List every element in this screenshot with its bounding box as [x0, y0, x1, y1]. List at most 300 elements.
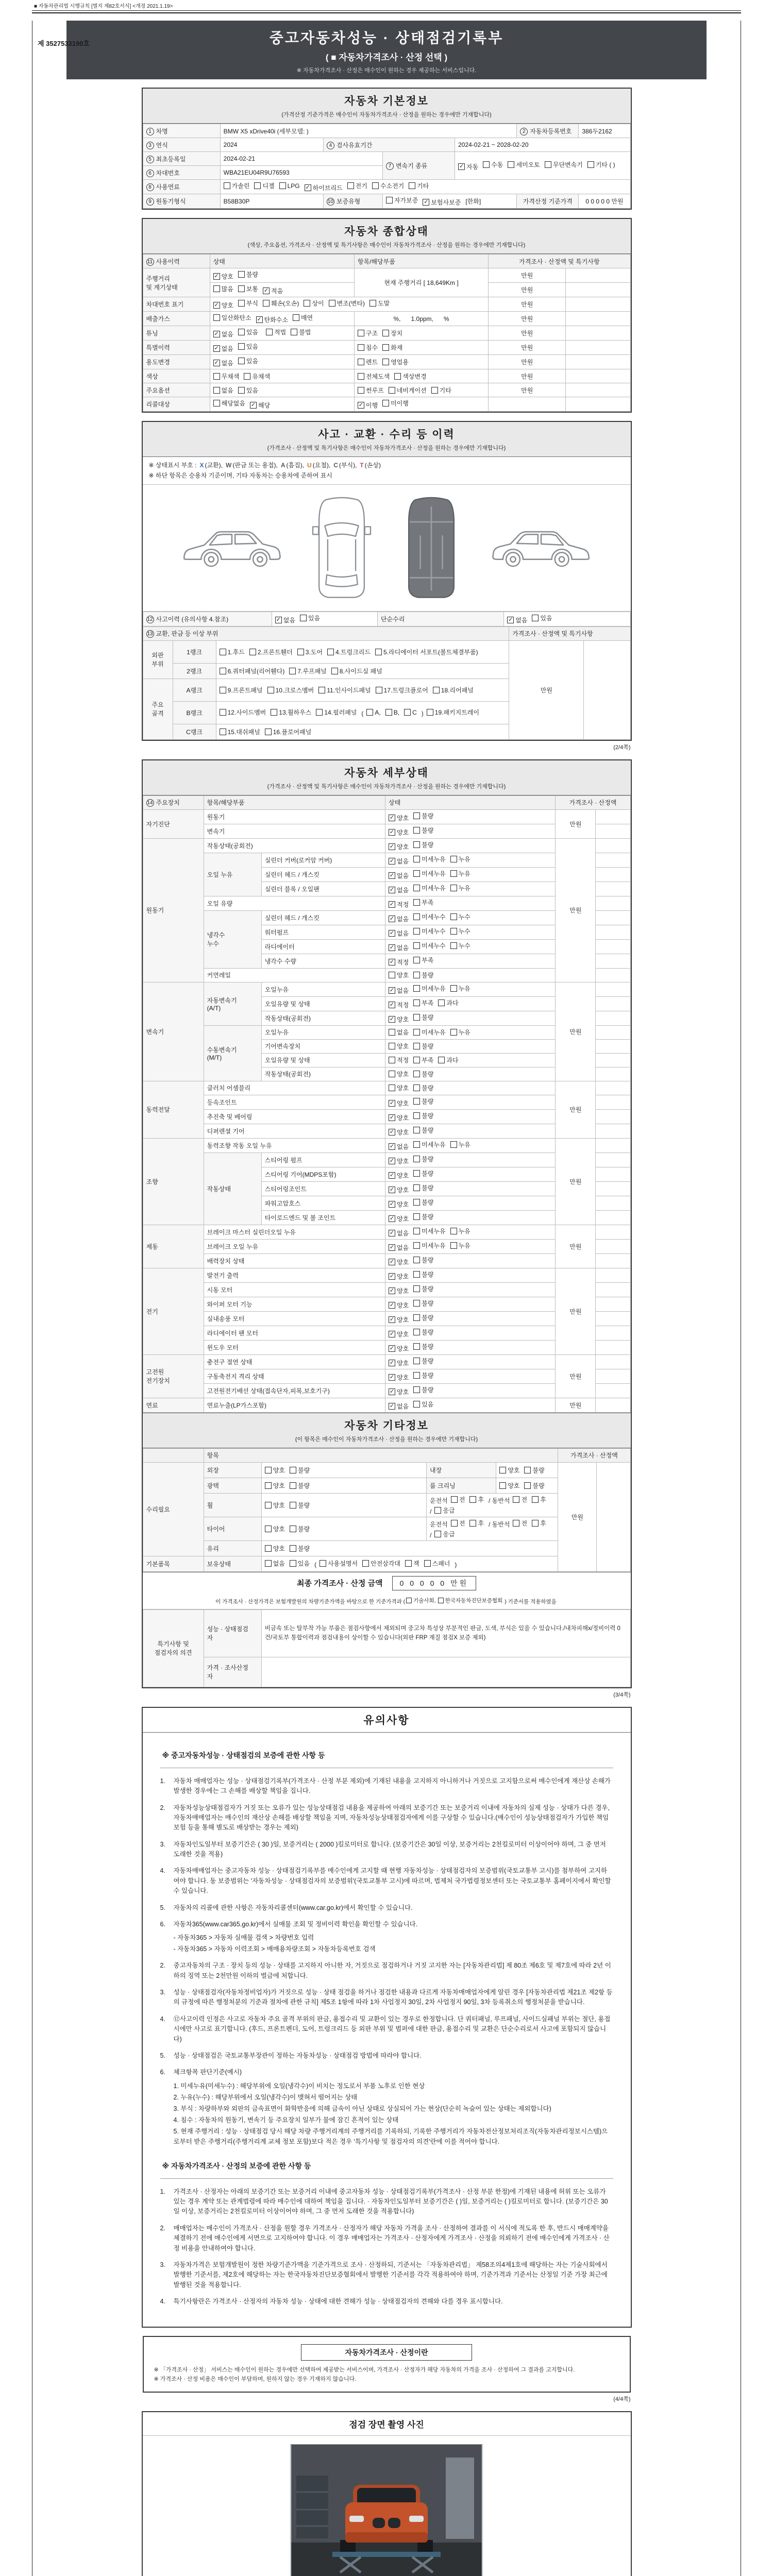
remark-cell: [596, 1039, 630, 1053]
checkbox-불량[interactable]: 불량: [290, 1524, 310, 1533]
checkbox-적정[interactable]: ✓ 적정: [389, 958, 409, 966]
empty-box-icon: [389, 1057, 395, 1063]
symbol-w: W: [225, 462, 232, 469]
empty-box-icon: [316, 709, 323, 716]
empty-box-icon: [413, 841, 420, 848]
exterior-options: [261, 1462, 426, 1478]
checkbox-불량[interactable]: 불량: [413, 1155, 433, 1163]
checkbox-불량[interactable]: 불량: [413, 1313, 433, 1322]
checkbox-불량[interactable]: 불량: [413, 1042, 433, 1050]
checkbox-양호[interactable]: ✓ 양호: [389, 1273, 409, 1280]
checkbox-불량[interactable]: 불량: [290, 1544, 310, 1553]
checkbox-없음[interactable]: 없음: [389, 1028, 409, 1037]
table-row: [143, 341, 630, 355]
checked-box-icon: ✓: [257, 316, 262, 323]
checkbox-누유[interactable]: 누유: [450, 1241, 470, 1250]
checkbox-양호[interactable]: ✓ 양호: [389, 1215, 409, 1223]
empty-box-icon: [413, 1228, 420, 1234]
col-part: 항목/해당부품: [204, 795, 385, 809]
checkbox-양호[interactable]: 양호: [265, 1544, 285, 1553]
checkbox-불량[interactable]: 불량: [413, 1198, 433, 1207]
checkbox-있음[interactable]: 있음: [532, 614, 552, 622]
checkbox-훼손(오손)[interactable]: 훼손(오손): [263, 299, 299, 308]
checkbox-무채색[interactable]: 무채색: [213, 372, 240, 381]
notice-body: [143, 1733, 631, 2327]
checkbox-10.크로스멤버[interactable]: 10.크로스멤버: [267, 686, 314, 694]
device-steering: 조향: [143, 1138, 204, 1225]
checkbox-양호[interactable]: 양호: [389, 1083, 409, 1092]
checkbox-적음[interactable]: ✓ 적음: [263, 287, 283, 295]
checkbox-있음[interactable]: 있음: [238, 342, 258, 351]
checkbox-불량[interactable]: 불량: [413, 1342, 433, 1351]
checkbox-불량[interactable]: 불량: [413, 1083, 433, 1092]
checkbox-없음[interactable]: ✓ 없음: [389, 987, 409, 994]
checkbox-부식[interactable]: 부식: [238, 299, 258, 308]
checkbox-적정[interactable]: ✓ 적정: [389, 1001, 409, 1009]
notice-item: 2. 매매업자는 매수인이 가격조사 · 산정을 원할 경우 가격조사 · 산정자가 해당 자동차 가격을 조사 · 산정하여 결과를 이 서식에 적도록 한 후, 반드시 매매계약을 체결하기 전에 매수인에게 서면으로 고지하여야 합니다. 이 경우 매매업자는 가격조사 · 산정자에게 가격조사 · 산정을 의뢰하기 전에 매수인에게 가격조사 · 산정 비용을 안내하여야 합니다.: [160, 2224, 610, 2252]
empty-box-icon: [394, 373, 401, 380]
checkbox-불법[interactable]: 불법: [291, 328, 311, 336]
checked-box-icon: ✓: [389, 901, 395, 907]
checkbox-19.패키지트레이[interactable]: 19.패키지트레이: [427, 708, 479, 717]
notice-title: 유의사항: [363, 1714, 410, 1726]
checkbox-불량[interactable]: 불량: [290, 1501, 310, 1510]
rankC-label: C랭크: [173, 724, 216, 739]
sub-at: 자동변속기 (A/T): [204, 982, 261, 1025]
checkbox-전기[interactable]: 전기: [347, 181, 367, 190]
checkbox-누수[interactable]: 누수: [450, 927, 470, 936]
checkbox-불량[interactable]: 불량: [413, 1371, 433, 1380]
checkbox-누수[interactable]: 누수: [450, 941, 470, 950]
price-cell: 만원: [556, 838, 596, 982]
table-row: [143, 1268, 630, 1282]
circle-num-icon: 12: [147, 616, 153, 622]
checkbox-미세누수[interactable]: 미세누수: [413, 912, 445, 921]
checkbox-11.인사이드패널[interactable]: 11.인사이드패널: [318, 686, 371, 694]
checkbox-15.대쉬패널[interactable]: 15.대쉬패널: [220, 727, 260, 736]
checkbox-부족[interactable]: 부족: [413, 956, 433, 964]
checkbox-불량[interactable]: 불량: [413, 1270, 433, 1279]
main-option-label: 주요옵션: [143, 383, 210, 397]
checkbox-과다[interactable]: 과다: [438, 998, 458, 1007]
notice-item: 3. 성능 · 상태점검자(자동차정비업자)가 거짓으로 성능 · 상태 점검을 하거나 점검한 내용과 다르게 자동차매매업자에게 알린 경우 [자동차관리법 제21조 제2항 등의 규정에 따른 행정처분의 기준과 절차에 관한 규칙] 제5조 1항에 따라 1차 사업정지 30일, 2차 사업정지 90일, 3차 등록취소의 행정처분을 받습니다.: [160, 1989, 613, 2006]
checkbox-미세누유[interactable]: 미세누유: [413, 1028, 445, 1037]
checkbox-미세누수[interactable]: 미세누수: [413, 927, 445, 936]
checkbox-양호[interactable]: ✓ 양호: [389, 814, 409, 822]
checkbox-불량[interactable]: 불량: [413, 1212, 433, 1221]
checked-box-icon: ✓: [389, 1200, 395, 1207]
checkbox-양호[interactable]: ✓ 양호: [389, 1345, 409, 1352]
checkbox-불량[interactable]: 불량: [413, 1284, 433, 1293]
checkbox-있음[interactable]: 있음: [300, 614, 320, 622]
checkbox-이행[interactable]: ✓ 이행: [358, 402, 378, 409]
checkbox-양호[interactable]: ✓ 양호: [389, 828, 409, 836]
section-accident-history: [142, 421, 632, 741]
state-options: [385, 939, 555, 954]
checkbox-없음[interactable]: ✓ 없음: [276, 616, 295, 624]
checkbox-불량[interactable]: 불량: [413, 1111, 433, 1120]
pricing-info-box: [143, 2336, 631, 2392]
checkbox-양호[interactable]: ✓ 양호: [389, 1258, 409, 1266]
notice-header: [143, 1708, 631, 1733]
checkbox-B,[interactable]: B,: [385, 709, 399, 716]
table-row: [143, 383, 630, 397]
etc-remark-cell: [597, 1462, 630, 1571]
tire-options: [261, 1517, 426, 1540]
checkbox-없음[interactable]: ✓ 없음: [389, 915, 409, 923]
checkbox-후[interactable]: 후: [469, 1495, 484, 1504]
checkbox-보험사보증[interactable]: ✓ 보험사보증: [424, 199, 461, 206]
checkbox-영업용[interactable]: 영업용: [382, 358, 409, 366]
price-cell: 만원: [489, 341, 566, 355]
state-options: [385, 853, 555, 867]
checkbox-12.사이드멤버[interactable]: 12.사이드멤버: [220, 708, 266, 717]
checkbox-미세누수[interactable]: 미세누수: [413, 941, 445, 950]
remark-cell: [566, 341, 630, 355]
checkbox-수소전기[interactable]: 수소전기: [372, 181, 404, 190]
checkbox-미세누유[interactable]: 미세누유: [413, 869, 445, 878]
checkbox-불량[interactable]: 불량: [413, 1357, 433, 1365]
checkbox-없음[interactable]: ✓ 없음: [214, 331, 233, 338]
remark-cell: [566, 383, 630, 397]
checkbox-매연[interactable]: 매연: [293, 313, 313, 322]
checkbox-14.필러패널[interactable]: 14.필러패널: [316, 708, 357, 717]
checkbox-화재[interactable]: 화재: [382, 343, 402, 352]
checkbox-보통[interactable]: 보통: [238, 284, 258, 293]
checkbox-있음[interactable]: 있음: [238, 386, 258, 395]
checkbox-양호[interactable]: ✓ 양호: [389, 1287, 409, 1295]
checkbox-전[interactable]: 전: [513, 1495, 527, 1504]
empty-box-icon: [450, 928, 457, 935]
checkbox-불량[interactable]: 불량: [413, 1126, 433, 1134]
checkbox-없음[interactable]: ✓ 없음: [389, 1143, 409, 1150]
remark-cell: [566, 312, 630, 326]
checkbox-하이브리드[interactable]: ✓ 하이브리드: [305, 184, 343, 192]
checkbox-누유[interactable]: 누유: [450, 1227, 470, 1235]
checkbox-전[interactable]: 전: [451, 1519, 465, 1528]
checkbox-양호[interactable]: 양호: [389, 1042, 409, 1050]
checkbox-불량[interactable]: 불량: [238, 270, 258, 279]
checkbox-양호[interactable]: ✓ 양호: [389, 1301, 409, 1309]
empty-box-icon: [413, 1199, 420, 1206]
checkbox-장치[interactable]: 장치: [382, 329, 402, 337]
checkbox-불량[interactable]: 불량: [413, 826, 433, 835]
checked-box-icon: ✓: [389, 1359, 395, 1366]
checkbox-디젤[interactable]: 디젤: [254, 181, 274, 190]
checkbox-양호[interactable]: ✓ 양호: [389, 1157, 409, 1165]
price-cell: 만원: [556, 1398, 596, 1412]
checkbox-사용설명서[interactable]: 사용설명서: [320, 1559, 358, 1568]
checkbox-미이행[interactable]: 미이행: [382, 399, 409, 408]
checkbox-양호[interactable]: ✓ 양호: [389, 1114, 409, 1122]
table-row: [143, 1354, 630, 1369]
state-options: [385, 1167, 555, 1181]
checkbox-불량[interactable]: 불량: [413, 1169, 433, 1178]
empty-box-icon: [413, 1285, 420, 1292]
checkbox-양호[interactable]: ✓ 양호: [214, 302, 233, 309]
checkbox-안전삼각대[interactable]: 안전삼각대: [362, 1559, 400, 1568]
price-cell: 만원: [489, 383, 566, 397]
checkbox-후[interactable]: 후: [469, 1519, 484, 1528]
checkbox-양호[interactable]: ✓ 양호: [389, 1330, 409, 1338]
checked-box-icon: ✓: [389, 843, 395, 850]
checkbox-불량[interactable]: 불량: [413, 840, 433, 849]
inline-text: 운전석: [430, 1520, 448, 1528]
checked-box-icon: ✓: [389, 1001, 395, 1008]
part-cell: 클러치 어셈블리: [204, 1081, 385, 1095]
checkbox-없음[interactable]: ✓ 없음: [214, 345, 233, 352]
empty-box-icon: [433, 687, 440, 693]
checkbox-양호[interactable]: ✓ 양호: [389, 843, 409, 851]
checkbox-5.라디에이터 서포트(볼트체결부품)[interactable]: 5.라디에이터 서포트(볼트체결부품): [375, 648, 478, 656]
checkbox-상이[interactable]: 상이: [304, 299, 324, 308]
checkbox-잭[interactable]: 잭: [405, 1559, 419, 1568]
checkbox-없음[interactable]: ✓ 없음: [389, 1229, 409, 1237]
checkbox-있음[interactable]: 있음: [238, 357, 258, 365]
etc-header: [143, 1413, 631, 1448]
checkbox-렌트[interactable]: 렌트: [358, 358, 378, 366]
engine-type-label: 9 원동기형식: [143, 194, 220, 209]
checkbox-불량[interactable]: 불량: [413, 1097, 433, 1106]
checkbox-7.루프패널[interactable]: 7.루프패널: [289, 667, 326, 675]
checkbox-1.후드[interactable]: 1.후드: [220, 648, 245, 656]
remark-cell: [596, 1239, 630, 1253]
checkbox-양호[interactable]: ✓ 양호: [389, 1200, 409, 1208]
checkbox-양호[interactable]: 양호: [499, 1481, 519, 1490]
checkbox-양호[interactable]: ✓ 양호: [389, 1128, 409, 1136]
checkbox-일산화탄소[interactable]: 일산화탄소: [213, 313, 251, 322]
circle-num-icon: 11: [146, 258, 154, 266]
checkbox-불량[interactable]: 불량: [290, 1466, 310, 1475]
checkbox-6.쿼터패널(리어휀다)[interactable]: 6.쿼터패널(리어휀다): [220, 667, 285, 675]
checkbox-가솔린[interactable]: 가솔린: [224, 181, 250, 190]
checkbox-색상변경[interactable]: 색상변경: [394, 372, 426, 381]
checkbox-불량[interactable]: 불량: [290, 1481, 310, 1490]
empty-box-icon: [413, 1170, 420, 1177]
checkbox-불량[interactable]: 불량: [413, 1070, 433, 1078]
page-marker-4: (4/4쪽): [613, 2396, 631, 2402]
checkbox-자가보증[interactable]: 자가보증: [386, 196, 418, 205]
checkbox-양호[interactable]: ✓ 양호: [389, 1316, 409, 1324]
checkbox-없음[interactable]: ✓ 없음: [389, 886, 409, 894]
checkbox-전[interactable]: 전: [513, 1519, 527, 1528]
checkbox-불량[interactable]: 불량: [524, 1466, 544, 1475]
checkbox-전[interactable]: 전: [451, 1495, 465, 1504]
checkbox-양호[interactable]: 양호: [389, 1070, 409, 1078]
checkbox-A,[interactable]: A,: [366, 709, 380, 716]
checkbox-수동[interactable]: 수동: [483, 160, 503, 169]
checkbox-불량[interactable]: 불량: [413, 1256, 433, 1264]
checkbox-있음[interactable]: 있음: [238, 328, 258, 336]
checkbox-있음[interactable]: 있음: [413, 1400, 433, 1409]
checkbox-없음[interactable]: ✓ 없음: [389, 857, 409, 865]
checkbox-양호[interactable]: ✓ 양호: [389, 1186, 409, 1194]
checkbox-누유[interactable]: 누유: [450, 855, 470, 863]
part-cell: 시동 모터: [204, 1282, 385, 1297]
checkbox-4.트렁크리드[interactable]: 4.트렁크리드: [327, 648, 371, 656]
checkbox-양호[interactable]: 양호: [499, 1466, 519, 1475]
checkbox-도말[interactable]: 도말: [369, 299, 390, 308]
checkbox-미세누유[interactable]: 미세누유: [413, 1227, 445, 1235]
checkbox-유채색[interactable]: 유채색: [244, 372, 270, 381]
remark-cell: [596, 1398, 630, 1412]
empty-box-icon: [413, 870, 420, 877]
panel-price-cell: 만원: [509, 640, 584, 739]
checkbox-미세누유[interactable]: 미세누유: [413, 884, 445, 892]
checkbox-부족[interactable]: 부족: [413, 898, 433, 907]
notice-item: 3. 자동차가격은 보험개발원이 정한 차량기준가액을 기준가격으로 조사 · 산정하되, 기준서는 「자동차관리법」 제58조의4제1호에 해당하는 자는 기술사회에서 발행한 기준서를, 제2호에 해당하는 자는 한국자동차진단보증협회에서 발행한 기준서를 각각 적용하여야 하며, 기준가격과 기준서는 산정일 기준 가장 최근에 발행된 것을 적용합니다.: [160, 2261, 608, 2289]
checkbox-후[interactable]: 후: [532, 1495, 546, 1504]
checkbox-스패너[interactable]: 스패너: [424, 1559, 450, 1568]
checkbox-양호[interactable]: ✓ 양호: [389, 1015, 409, 1023]
accident-header: [143, 422, 631, 457]
empty-box-icon: [382, 344, 389, 351]
checkbox-C[interactable]: C: [404, 709, 417, 716]
price-cell: 만원: [489, 283, 566, 297]
checkbox-미세누유[interactable]: 미세누유: [413, 1140, 445, 1149]
empty-box-icon: [438, 1598, 444, 1603]
checkbox-양호[interactable]: ✓ 양호: [214, 273, 233, 280]
checkbox-18.리어패널[interactable]: 18.리어패널: [433, 686, 474, 694]
checkbox-양호[interactable]: 양호: [265, 1466, 285, 1475]
empty-box-icon: [358, 373, 364, 380]
checkbox-해당없음[interactable]: 해당없음: [213, 399, 245, 408]
checkbox-없음[interactable]: 없음: [265, 1559, 285, 1568]
checkbox-16.플로어패널[interactable]: 16.플로어패널: [265, 727, 312, 736]
table-row: [143, 369, 630, 383]
checkbox-없음[interactable]: 없음: [213, 386, 233, 395]
checkbox-불량[interactable]: 불량: [413, 1183, 433, 1192]
checkbox-누수[interactable]: 누수: [450, 912, 470, 921]
checkbox-네비게이션[interactable]: 네비게이션: [389, 386, 427, 395]
checkbox-기타 ( )[interactable]: 기타 ( ): [587, 160, 615, 169]
checkbox-불량[interactable]: 불량: [413, 971, 433, 979]
checkbox-응급[interactable]: 응급: [434, 1530, 455, 1538]
checkbox-13.휠하우스[interactable]: 13.휠하우스: [271, 708, 311, 717]
table-row: [143, 809, 630, 824]
checkbox-많음[interactable]: 많음: [213, 284, 233, 293]
checked-box-icon: ✓: [389, 958, 395, 965]
remark-cell: [596, 1025, 630, 1039]
checkbox-양호[interactable]: ✓ 양호: [389, 1359, 409, 1367]
remark-cell: [566, 283, 630, 297]
checkbox-불량[interactable]: 불량: [413, 811, 433, 820]
checkbox-탄화수소[interactable]: ✓ 탄화수소: [257, 316, 288, 324]
checkbox-미세누유[interactable]: 미세누유: [413, 1241, 445, 1250]
checkbox-양호[interactable]: ✓ 양호: [389, 1388, 409, 1396]
checkbox-변조(변타)[interactable]: 변조(변타): [329, 299, 365, 308]
tuning-label: 튜닝: [143, 326, 210, 341]
checkbox-적정[interactable]: ✓ 적정: [389, 901, 409, 908]
checkbox-2.프론트휀더[interactable]: 2.프론트휀더: [249, 648, 293, 656]
checkbox-해당[interactable]: ✓ 해당: [250, 402, 271, 409]
checkbox-누유[interactable]: 누유: [450, 1140, 470, 1149]
state-options: [385, 1153, 555, 1167]
checkbox-기타[interactable]: 기타: [431, 386, 451, 395]
notice-subitems: - 자동차365 > 자동차 실매물 검색 > 차량번호 입력 - 자동차365 > 자동차 이력조회 > 매매용차량조회 > 자동차등록번호 검색: [173, 1934, 376, 1953]
checkbox-9.프론트패널[interactable]: 9.프론트패널: [220, 686, 263, 694]
checked-box-icon: ✓: [389, 872, 395, 878]
checkbox-불량[interactable]: 불량: [524, 1481, 544, 1490]
checkbox-3.도어[interactable]: 3.도어: [297, 648, 323, 656]
checkbox-양호[interactable]: 양호: [389, 971, 409, 979]
checkbox-있음[interactable]: 있음: [290, 1559, 310, 1568]
checkbox-적정[interactable]: 적정: [389, 1056, 409, 1064]
checkbox-없음[interactable]: ✓ 없음: [508, 616, 528, 624]
part-cell: 스티어링 펌프: [261, 1153, 385, 1167]
checkbox-기술사회,[interactable]: 기술사회,: [406, 1597, 436, 1604]
notice-head-2: ※ 자동차가격조사 · 산정의 보증에 관한 사항 등: [160, 2154, 613, 2179]
checkbox-누유[interactable]: 누유: [450, 984, 470, 993]
checkbox-후[interactable]: 후: [532, 1519, 546, 1528]
checkbox-불량[interactable]: 불량: [413, 1013, 433, 1022]
notice-item: 2. 중고자동차의 구조 · 장치 등의 성능 · 상태를 고지하지 아니한 자, 거짓으로 점검하거나 거짓 고지한 자는 [자동차관리법] 제 80조 제6호 및 제7호에 따라 2년 이하의 징역 또는 2천만원 이하의 벌금에 처합니다.: [160, 1962, 611, 1979]
checkbox-양호[interactable]: ✓ 양호: [389, 1374, 409, 1381]
checkbox-양호[interactable]: 양호: [265, 1481, 285, 1490]
checkbox-없음[interactable]: ✓ 없음: [389, 872, 409, 879]
checkbox-누유[interactable]: 누유: [450, 1028, 470, 1037]
checkbox-LPG[interactable]: LPG: [279, 182, 300, 190]
checkbox-누유[interactable]: 누유: [450, 869, 470, 878]
checkbox-적법[interactable]: 적법: [266, 328, 286, 336]
empty-box-icon: [304, 300, 310, 307]
table-row: [143, 138, 630, 152]
empty-box-icon: [297, 649, 304, 655]
remark-cell: [566, 297, 630, 312]
checkbox-없음[interactable]: ✓ 없음: [389, 944, 409, 952]
rankA-label: A랭크: [173, 679, 216, 701]
checked-box-icon: ✓: [389, 1345, 395, 1351]
checkbox-과다[interactable]: 과다: [438, 1056, 458, 1064]
state-options: [385, 1067, 555, 1081]
table-row: [143, 1081, 630, 1095]
checkbox-기타[interactable]: 기타: [409, 181, 429, 190]
checkbox-부족[interactable]: 부족: [413, 1056, 433, 1064]
inline-text: 운전석: [430, 1497, 448, 1504]
checkbox-17.트렁크플로어[interactable]: 17.트렁크플로어: [376, 686, 428, 694]
checkbox-자동[interactable]: ✓ 자동: [459, 163, 479, 171]
remark-cell: [596, 1340, 630, 1354]
checkbox-없음[interactable]: ✓ 없음: [389, 1402, 409, 1410]
checkbox-세미오토[interactable]: 세미오토: [508, 160, 540, 169]
checkbox-무단변속기[interactable]: 무단변속기: [545, 160, 583, 169]
checkbox-양호[interactable]: 양호: [265, 1501, 285, 1510]
checkbox-없음[interactable]: ✓ 없음: [214, 360, 233, 367]
checkbox-없음[interactable]: ✓ 없음: [389, 929, 409, 937]
checkbox-불량[interactable]: 불량: [413, 1328, 433, 1336]
checkbox-한국자동차진단보증협회[interactable]: 한국자동차진단보증협회: [438, 1597, 503, 1604]
checkbox-침수[interactable]: 침수: [358, 343, 378, 352]
checkbox-구조[interactable]: 구조: [358, 329, 378, 337]
checkbox-미세누유[interactable]: 미세누유: [413, 984, 445, 993]
checkbox-양호[interactable]: 양호: [265, 1524, 285, 1533]
checkbox-불량[interactable]: 불량: [413, 1385, 433, 1394]
checkbox-부족[interactable]: 부족: [413, 998, 433, 1007]
checkbox-누유[interactable]: 누유: [450, 884, 470, 892]
vin-mark-options: [210, 297, 489, 312]
checkbox-전체도색[interactable]: 전체도색: [358, 372, 390, 381]
checkbox-양호[interactable]: ✓ 양호: [389, 1099, 409, 1107]
empty-box-icon: [434, 1531, 441, 1537]
checkbox-8.사이드실 패널[interactable]: 8.사이드실 패널: [331, 667, 382, 675]
checkbox-없음[interactable]: ✓ 없음: [389, 1244, 409, 1251]
checkbox-불량[interactable]: 불량: [413, 1299, 433, 1308]
checkbox-응급[interactable]: 응급: [434, 1506, 455, 1515]
checkbox-썬루프[interactable]: 썬루프: [358, 386, 384, 395]
checked-box-icon: ✓: [305, 184, 310, 191]
checkbox-양호[interactable]: ✓ 양호: [389, 1172, 409, 1179]
checkbox-미세누유[interactable]: 미세누유: [413, 855, 445, 863]
